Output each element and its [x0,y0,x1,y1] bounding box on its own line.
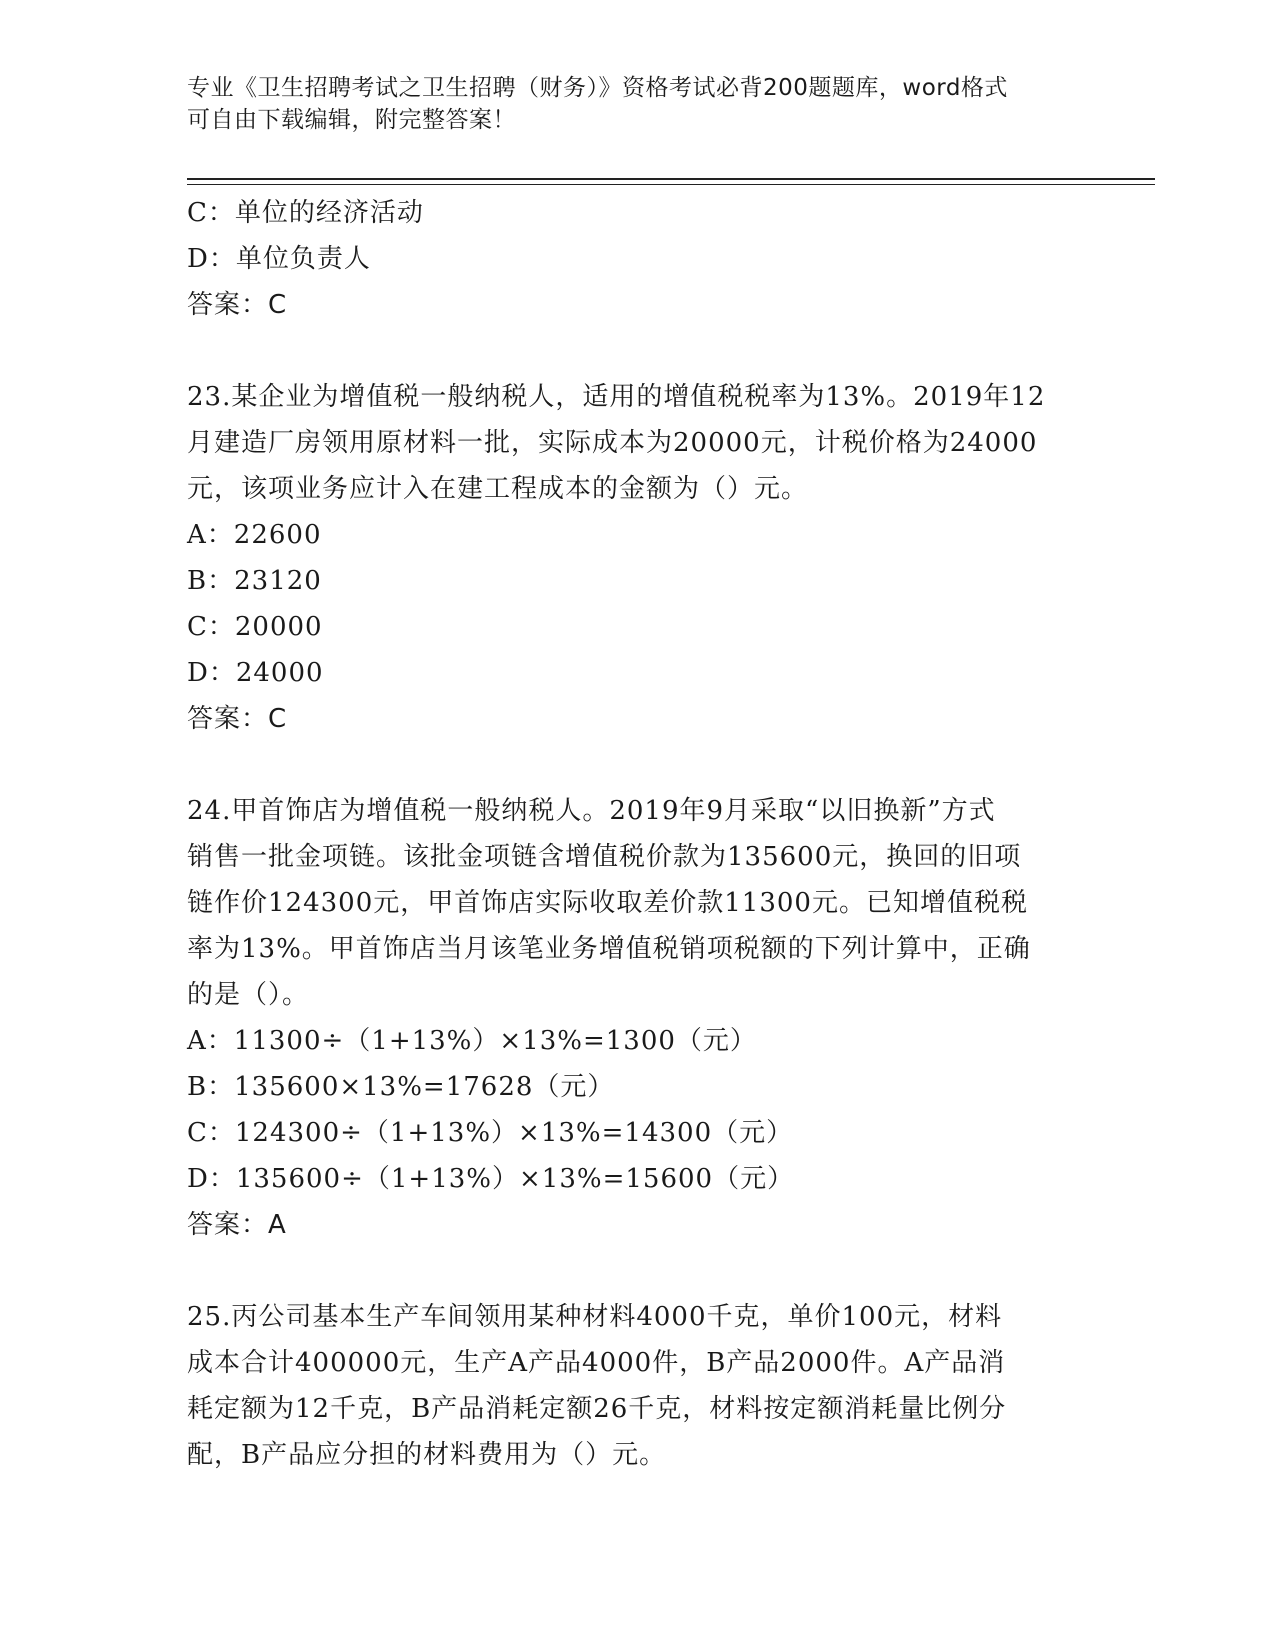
question-stem-line: 销售一批金项链。该批金项链含增值税价款为135600元，换回的旧项 [187,842,1022,872]
option-b: B：23120 [187,566,322,596]
answer-line: 答案：C [187,704,288,734]
option-d: D：135600÷（1+13%）×13%=15600（元） [187,1164,795,1194]
header-divider-thick [187,178,1155,180]
option-b: B：135600×13%=17628（元） [187,1072,615,1102]
spacer [187,1248,1087,1294]
question-stem-line: 率为13%。甲首饰店当月该笔业务增值税销项税额的下列计算中，正确 [187,934,1031,964]
page-header [187,72,1067,136]
question-stem-line: 配，B产品应分担的材料费用为（）元。 [187,1440,667,1470]
question-stem-line: 月建造厂房领用原材料一批，实际成本为20000元，计税价格为24000 [187,428,1038,458]
spacer [187,742,1087,788]
answer-line: 答案：C [187,290,288,320]
option-a: A：22600 [187,520,322,550]
question-stem-line: 25.丙公司基本生产车间领用某种材料4000千克，单价100元，材料 [187,1302,1003,1332]
option-d: D：24000 [187,658,324,688]
option-c: C：124300÷（1+13%）×13%=14300（元） [187,1118,794,1148]
option-a: A：11300÷（1+13%）×13%=1300（元） [187,1026,757,1056]
header-title-line-2: 可自由下载编辑，附完整答案！ [187,107,516,133]
answer-line: 答案：A [187,1210,287,1240]
question-stem-line: 23.某企业为增值税一般纳税人，适用的增值税税率为13%。2019年12 [187,382,1046,412]
question-24 [187,788,1087,1248]
question-23 [187,374,1087,742]
question-25 [187,1294,1087,1478]
header-title-line-1: 专业《卫生招聘考试之卫生招聘（财务）》资格考试必背200题题库，word格式 [187,75,1008,101]
question-stem-line: 元，该项业务应计入在建工程成本的金额为（）元。 [187,474,809,504]
option-d: D：单位负责人 [187,244,371,274]
option-c: C：20000 [187,612,323,642]
document-body [187,190,1087,1478]
question-stem-line: 的是（）。 [187,980,310,1010]
spacer [187,328,1087,374]
question-22 [187,190,1087,328]
question-stem-line: 成本合计400000元，生产A产品4000件，B产品2000件。A产品消 [187,1348,1006,1378]
question-stem-line: 耗定额为12千克，B产品消耗定额26千克，材料按定额消耗量比例分 [187,1394,1007,1424]
question-stem-line: 链作价124300元，甲首饰店实际收取差价款11300元。已知增值税税 [187,888,1028,918]
option-c: C：单位的经济活动 [187,198,424,228]
header-divider-thin [187,184,1155,185]
question-stem-line: 24.甲首饰店为增值税一般纳税人。2019年9月采取“以旧换新”方式 [187,796,996,826]
